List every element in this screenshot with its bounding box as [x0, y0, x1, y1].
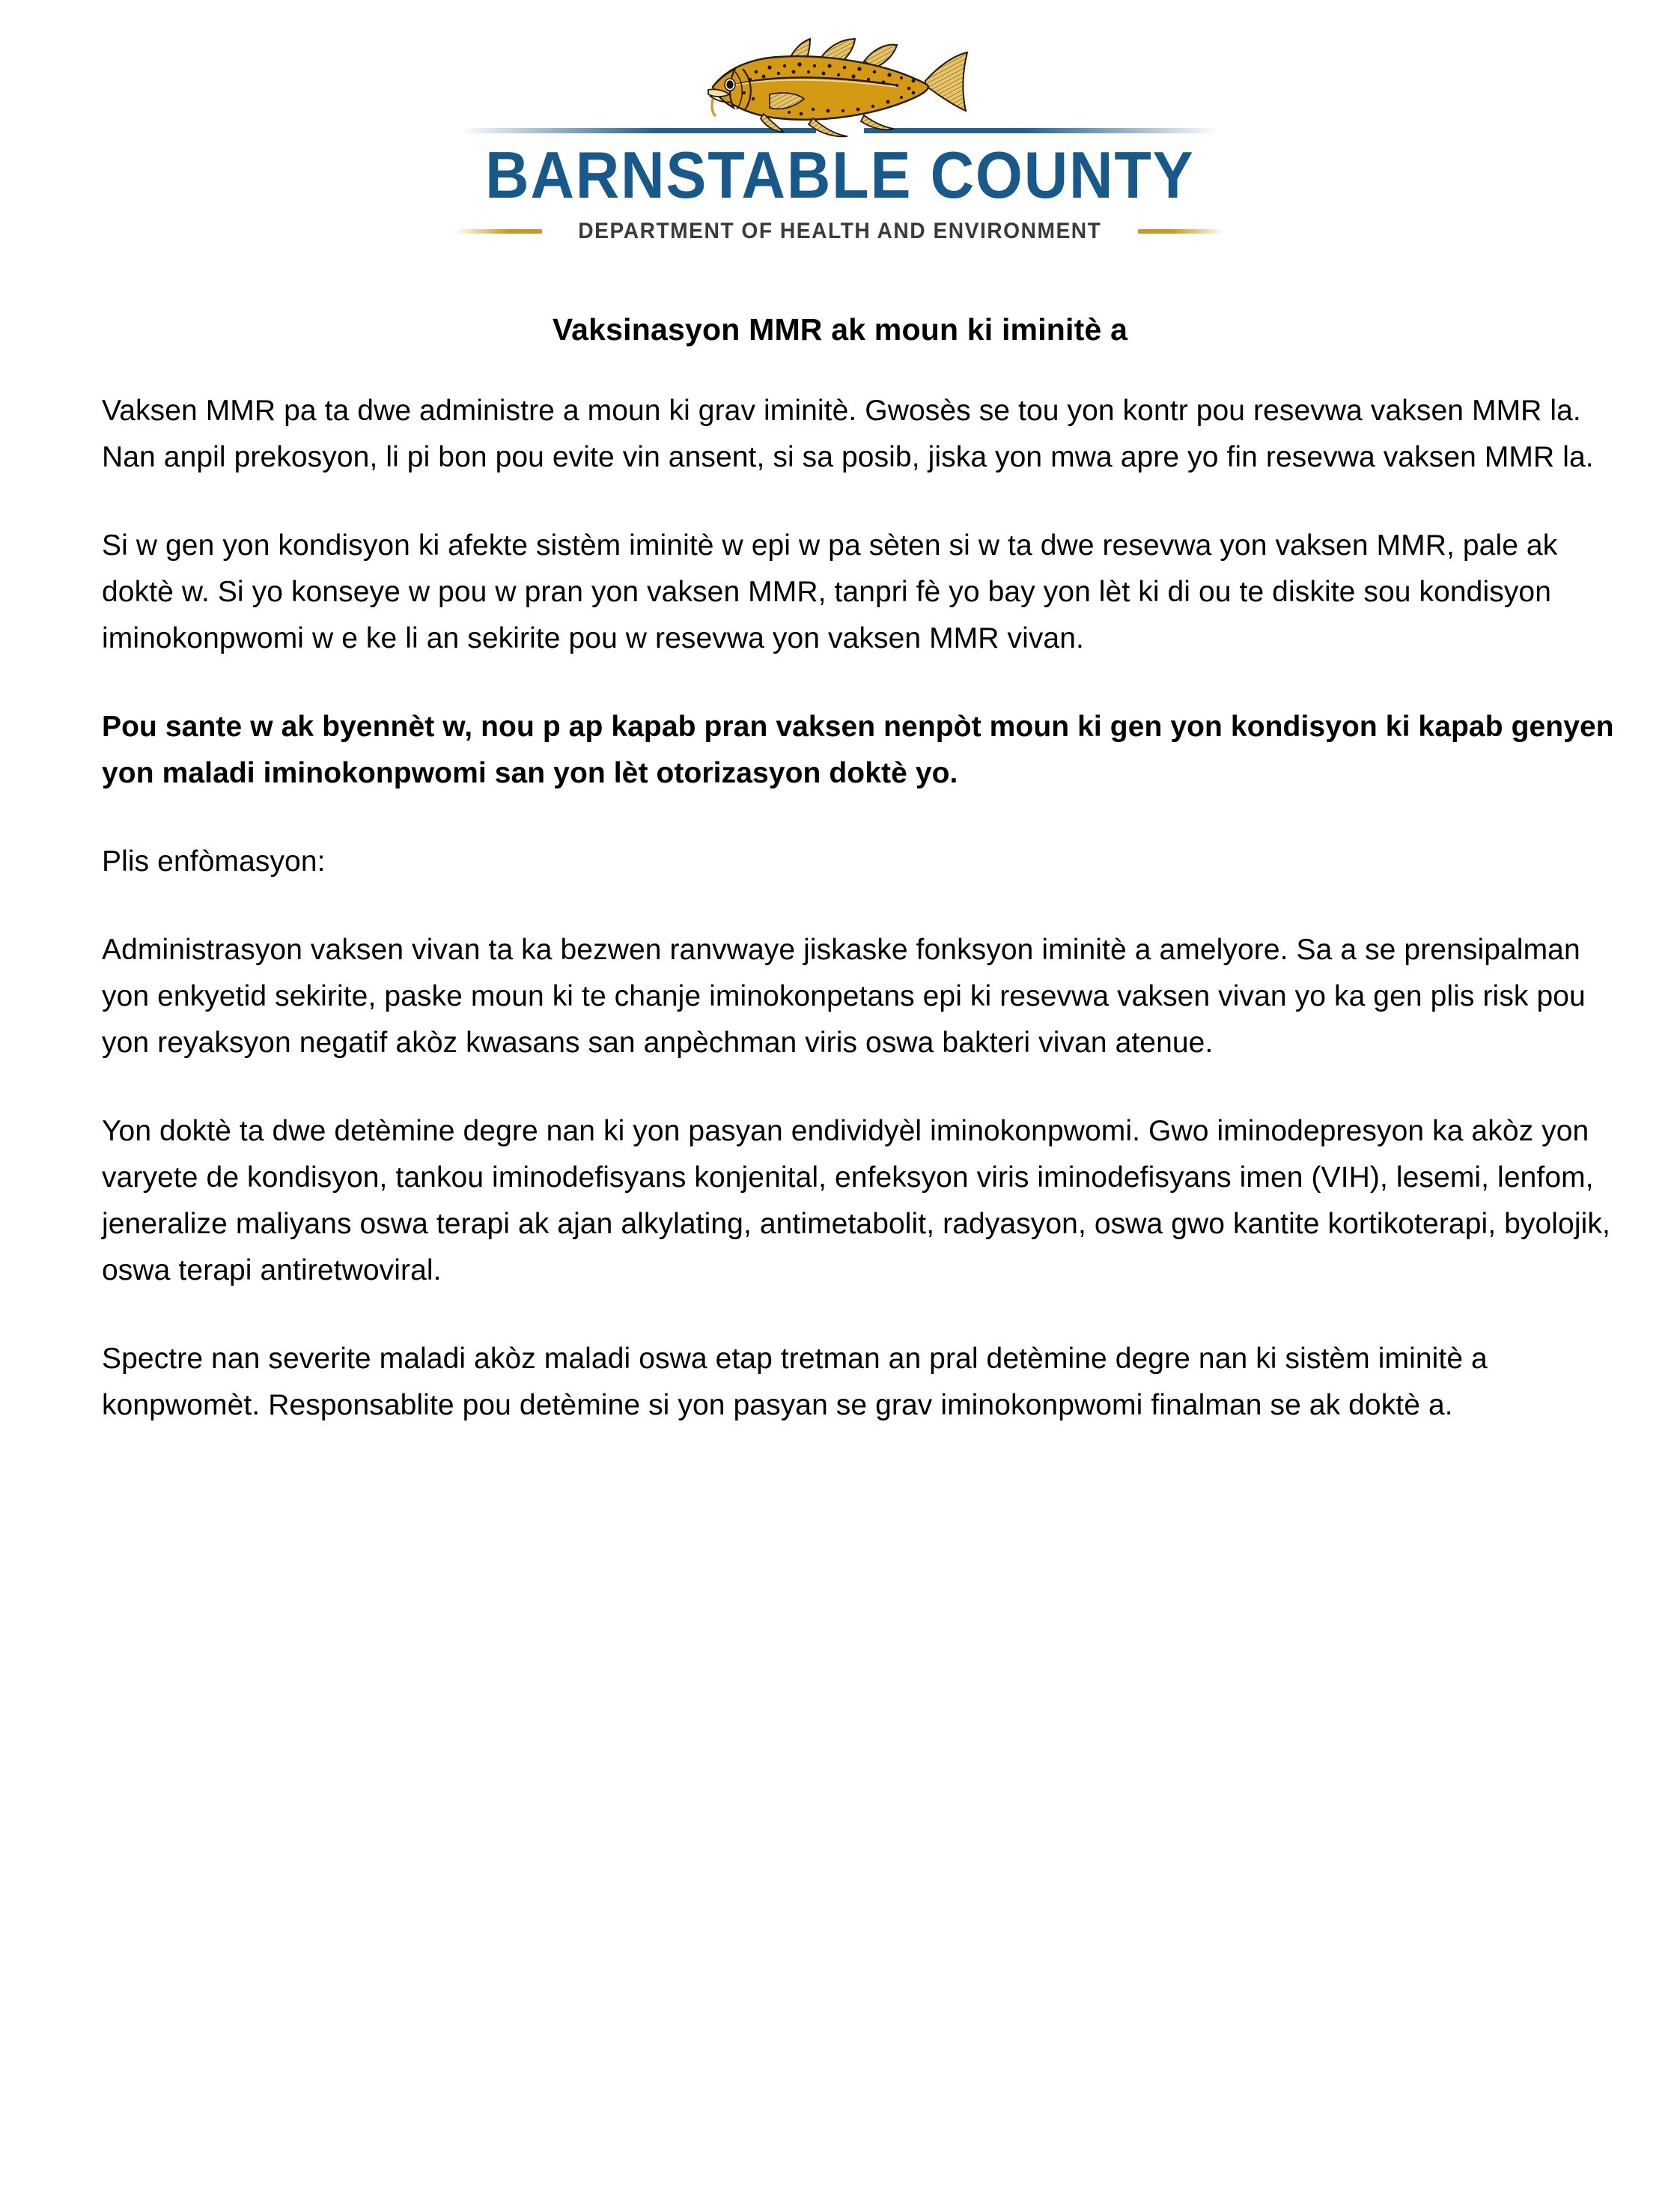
- logo-subtitle-row: [398, 219, 1282, 244]
- logo-title: BARNSTABLE COUNTY: [485, 138, 1195, 212]
- logo-subtitle: DEPARTMENT OF HEALTH AND ENVIRONMENT: [578, 219, 1102, 243]
- paragraph-5: Administrasyon vaksen vivan ta ka bezwen ranvwaye jiskaske fonksyon iminitè a amelyore. Sa a se prensipalman yon enkyetid sekirite, paske moun ki te chanje iminokonpetans epi ki resevwa vaksen vivan yo ka gen plis risk pou yon reyaksyon negatif akòz kwasans san anpèchman viris oswa bakteri vivan atenue.: [102, 934, 1586, 1059]
- gold-dash-right-icon: [1138, 229, 1222, 234]
- paragraph-1: Vaksen MMR pa ta dwe administre a moun ki grav iminitè. Gwosès se tou yon kontr pou resevwa vaksen MMR la. Nan anpil prekosyon, li pi bon pou evite vin ansent, si sa posib, jiska yon mwa apre yo fin resevwa vaksen MMR la.: [102, 395, 1594, 473]
- gold-dash-left-icon: [458, 229, 542, 234]
- document-body: [102, 388, 1614, 1471]
- organization-logo: [0, 25, 1680, 244]
- logo-emblem-row: [398, 25, 1282, 145]
- paragraph-2: Si w gen yon kondisyon ki afekte sistèm iminitè w epi w pa sèten si w ta dwe resevwa yon vaksen MMR, pale ak doktè w. Si yo konseye w pou w pran yon vaksen MMR, tanpri fè yo bay yon lèt ki di ou te diskite sou kondisyon iminokonpwomi w e ke li an sekirite pou w resevwa yon vaksen MMR vivan.: [102, 529, 1558, 654]
- codfish-icon: [701, 25, 979, 139]
- page-title: Vaksinasyon MMR ak moun ki iminitè a: [552, 312, 1128, 347]
- paragraph-3-bold-notice: Pou sante w ak byennèt w, nou p ap kapab pran vaksen nenpòt moun ki gen yon kondisyon ki kapab genyen yon maladi iminokonpwomi san yon lèt otorizasyon doktè yo.: [102, 711, 1614, 789]
- more-information-heading: Plis enfòmasyon:: [102, 845, 326, 878]
- paragraph-6: Yon doktè ta dwe detèmine degre nan ki yon pasyan endividyèl iminokonpwomi. Gwo iminodepresyon ka akòz yon varyete de kondisyon, tankou iminodefisyans konjenital, enfeksyon viris iminodefisyans imen (VIH), lesemi, lenfom, jeneralize maliyans oswa terapi ak ajan alkylating, antimetabolit, radyasyon, oswa gwo kantite kortikoterapi, byolojik, oswa terapi antiretwoviral.: [102, 1115, 1610, 1286]
- paragraph-7: Spectre nan severite maladi akòz maladi oswa etap tretman an pral detèmine degre nan ki sistèm iminitè a konpwomèt. Responsablite pou detèmine si yon pasyan se grav iminokonpwomi finalman se ak doktè a.: [102, 1343, 1488, 1421]
